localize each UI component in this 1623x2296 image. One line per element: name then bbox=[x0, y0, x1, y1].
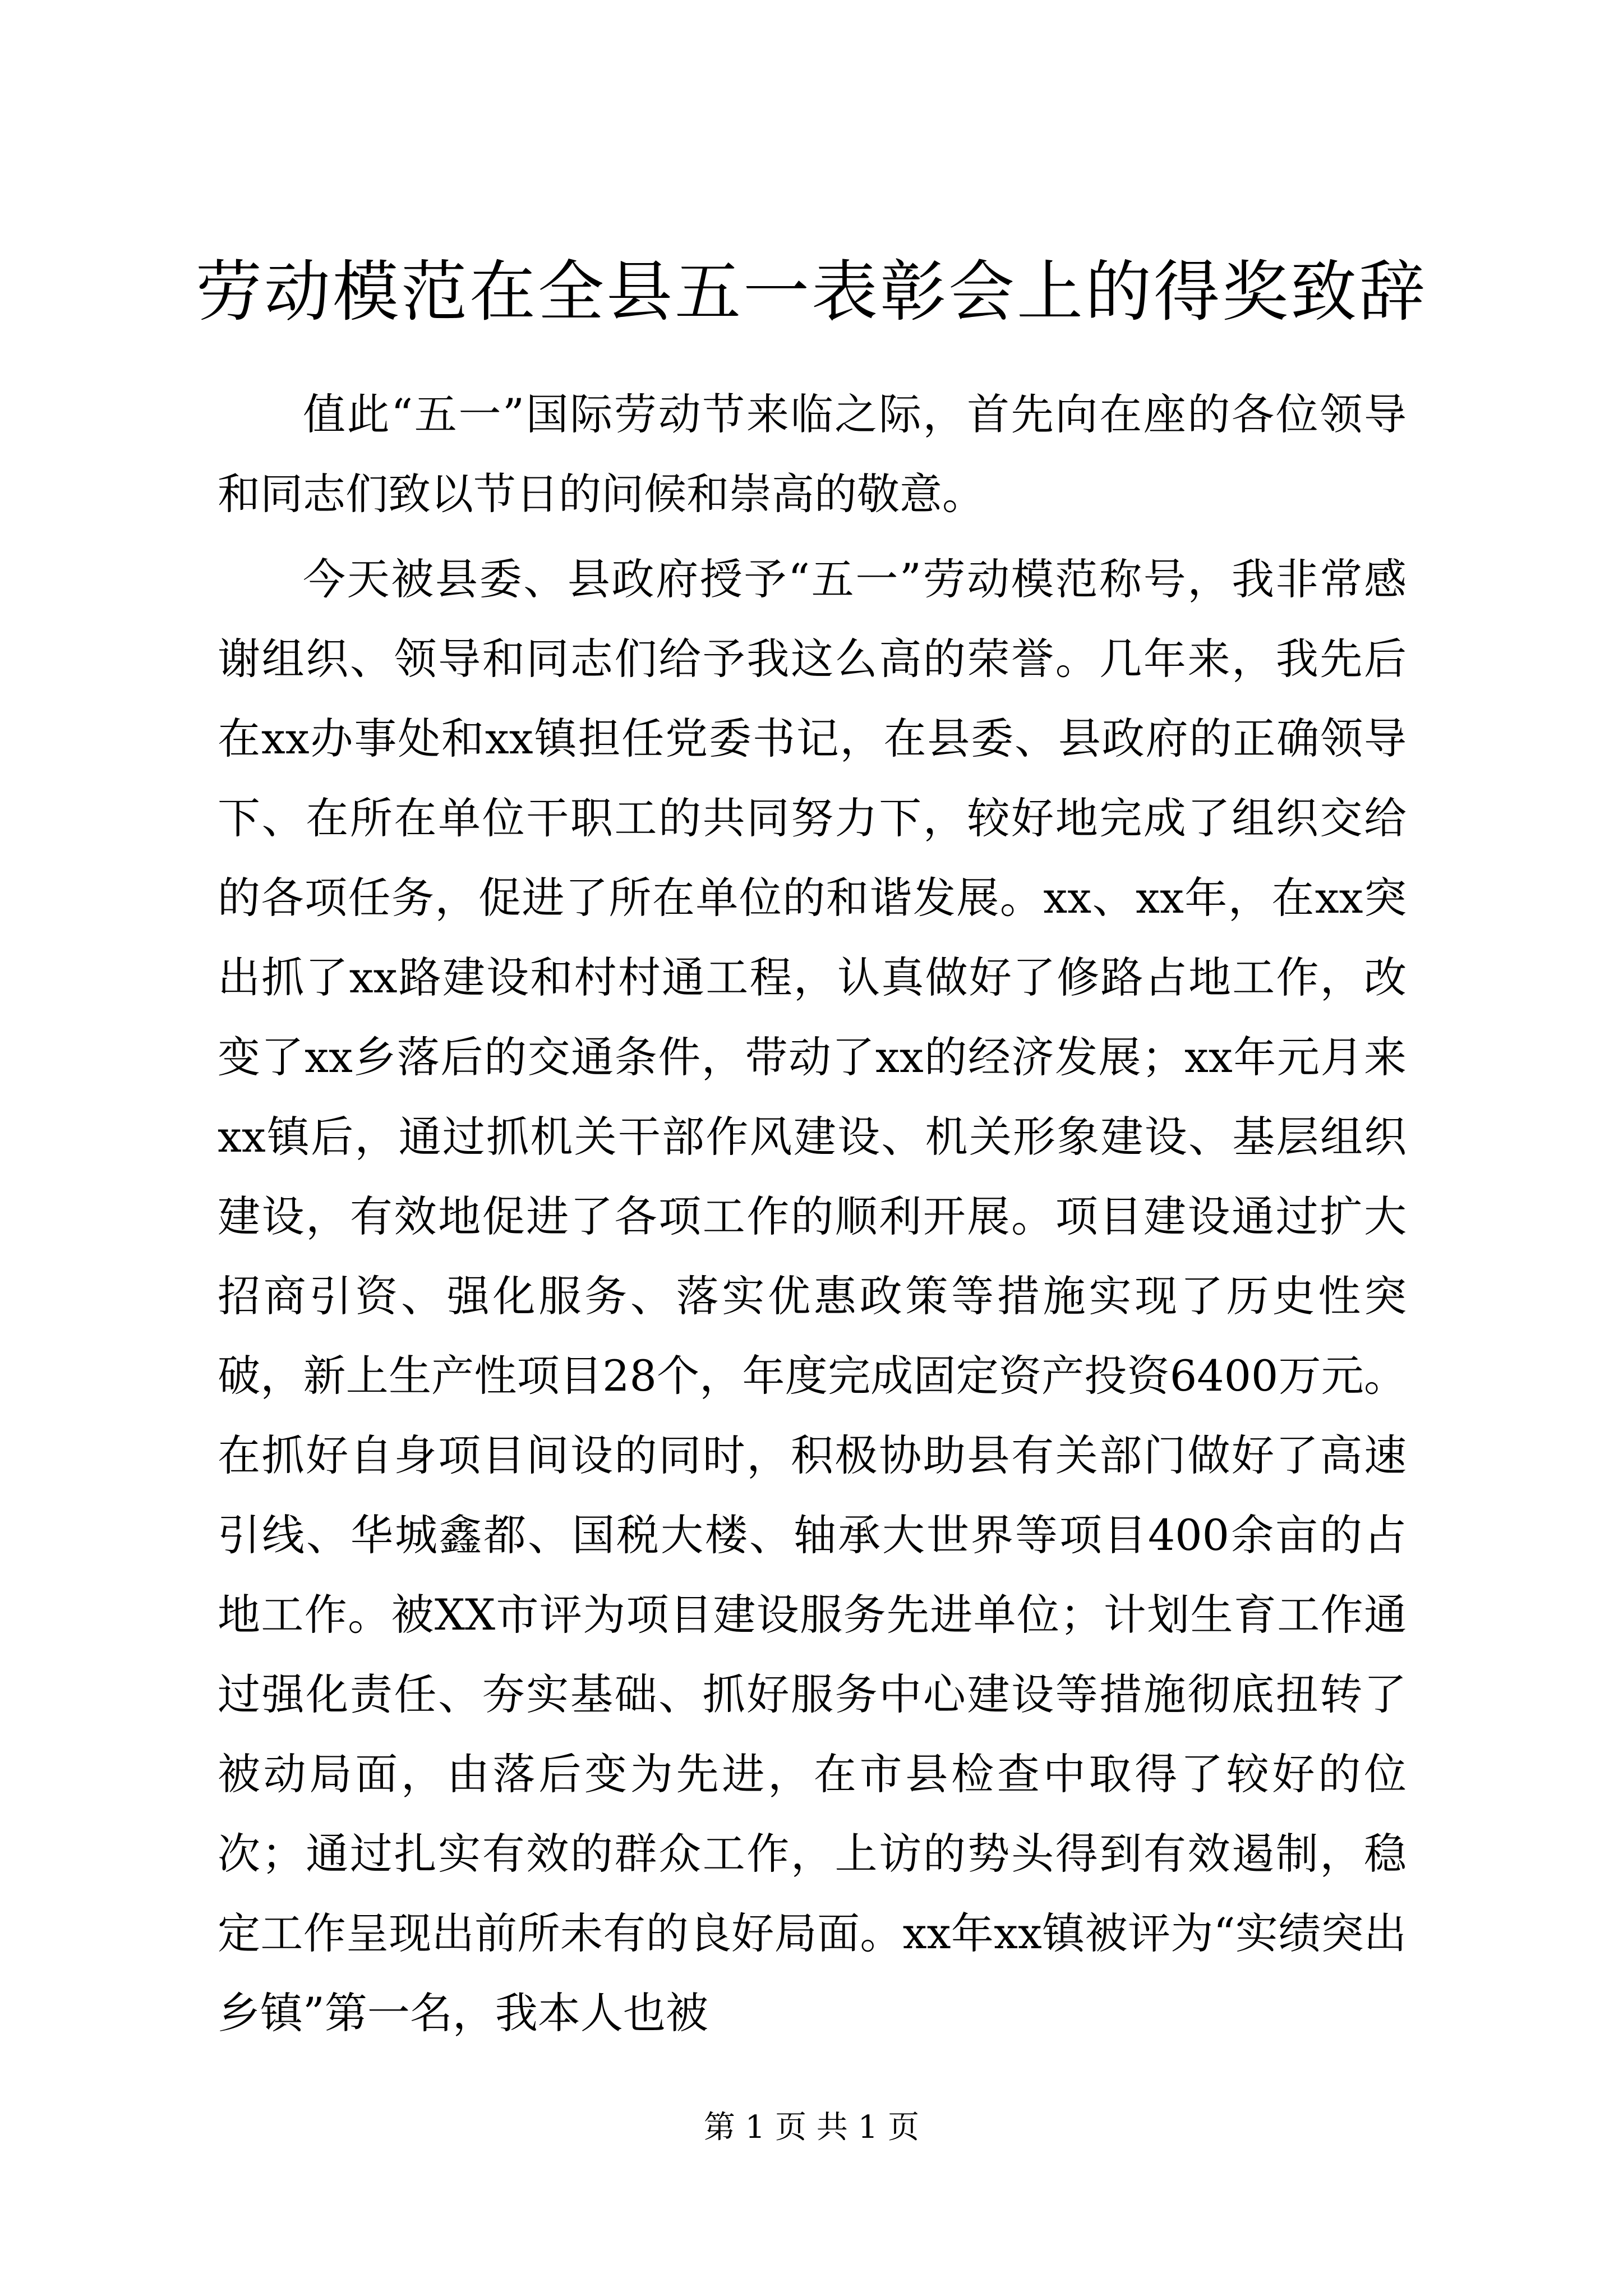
document-body bbox=[218, 375, 1407, 2053]
paragraph-achievements: 今天被县委、县政府授予“五一”劳动模范称号，我非常感谢组织、领导和同志们给予我这么高的荣誉。几年来，我先后在xx办事处和xx镇担任党委书记，在县委、县政府的正确领导下、在所在单位干职工的共同努力下，较好地完成了组织交给的各项任务，促进了所在单位的和谐发展。xx、xx年，在xx突出抓了xx路建设和村村通工程，认真做好了修路占地工作，改变了xx乡落后的交通条件，带动了xx的经济发展；xx年元月来xx镇后，通过抓机关干部作风建设、机关形象建设、基层组织建设，有效地促进了各项工作的顺利开展。项目建设通过扩大招商引资、强化服务、落实优惠政策等措施实现了历史性突破，新上生产性项目28个，年度完成固定资产投资6400万元。在抓好自身项目间设的同时，积极协助县有关部门做好了高速引线、华城鑫都、国税大楼、轴承大世界等项目400余亩的占地工作。被XX市评为项目建设服务先进单位；计划生育工作通过强化责任、夯实基础、抓好服务中心建设等措施彻底扭转了被动局面，由落后变为先进，在市县检查中取得了较好的位次；通过扎实有效的群众工作，上访的势头得到有效遏制，稳定工作呈现出前所未有的良好局面。xx年xx镇被评为“实绩突出乡镇”第一名，我本人也被 bbox=[218, 554, 1407, 2038]
document-title: 劳动模范在全县五一表彰会上的得奖致辞 bbox=[195, 253, 1427, 330]
paragraph-greeting: 值此“五一”国际劳动节来临之际，首先向在座的各位领导和同志们致以节日的问候和崇高的敬意。 bbox=[218, 389, 1407, 519]
page-footer: 第 1 页 共 1 页 bbox=[703, 2109, 920, 2146]
